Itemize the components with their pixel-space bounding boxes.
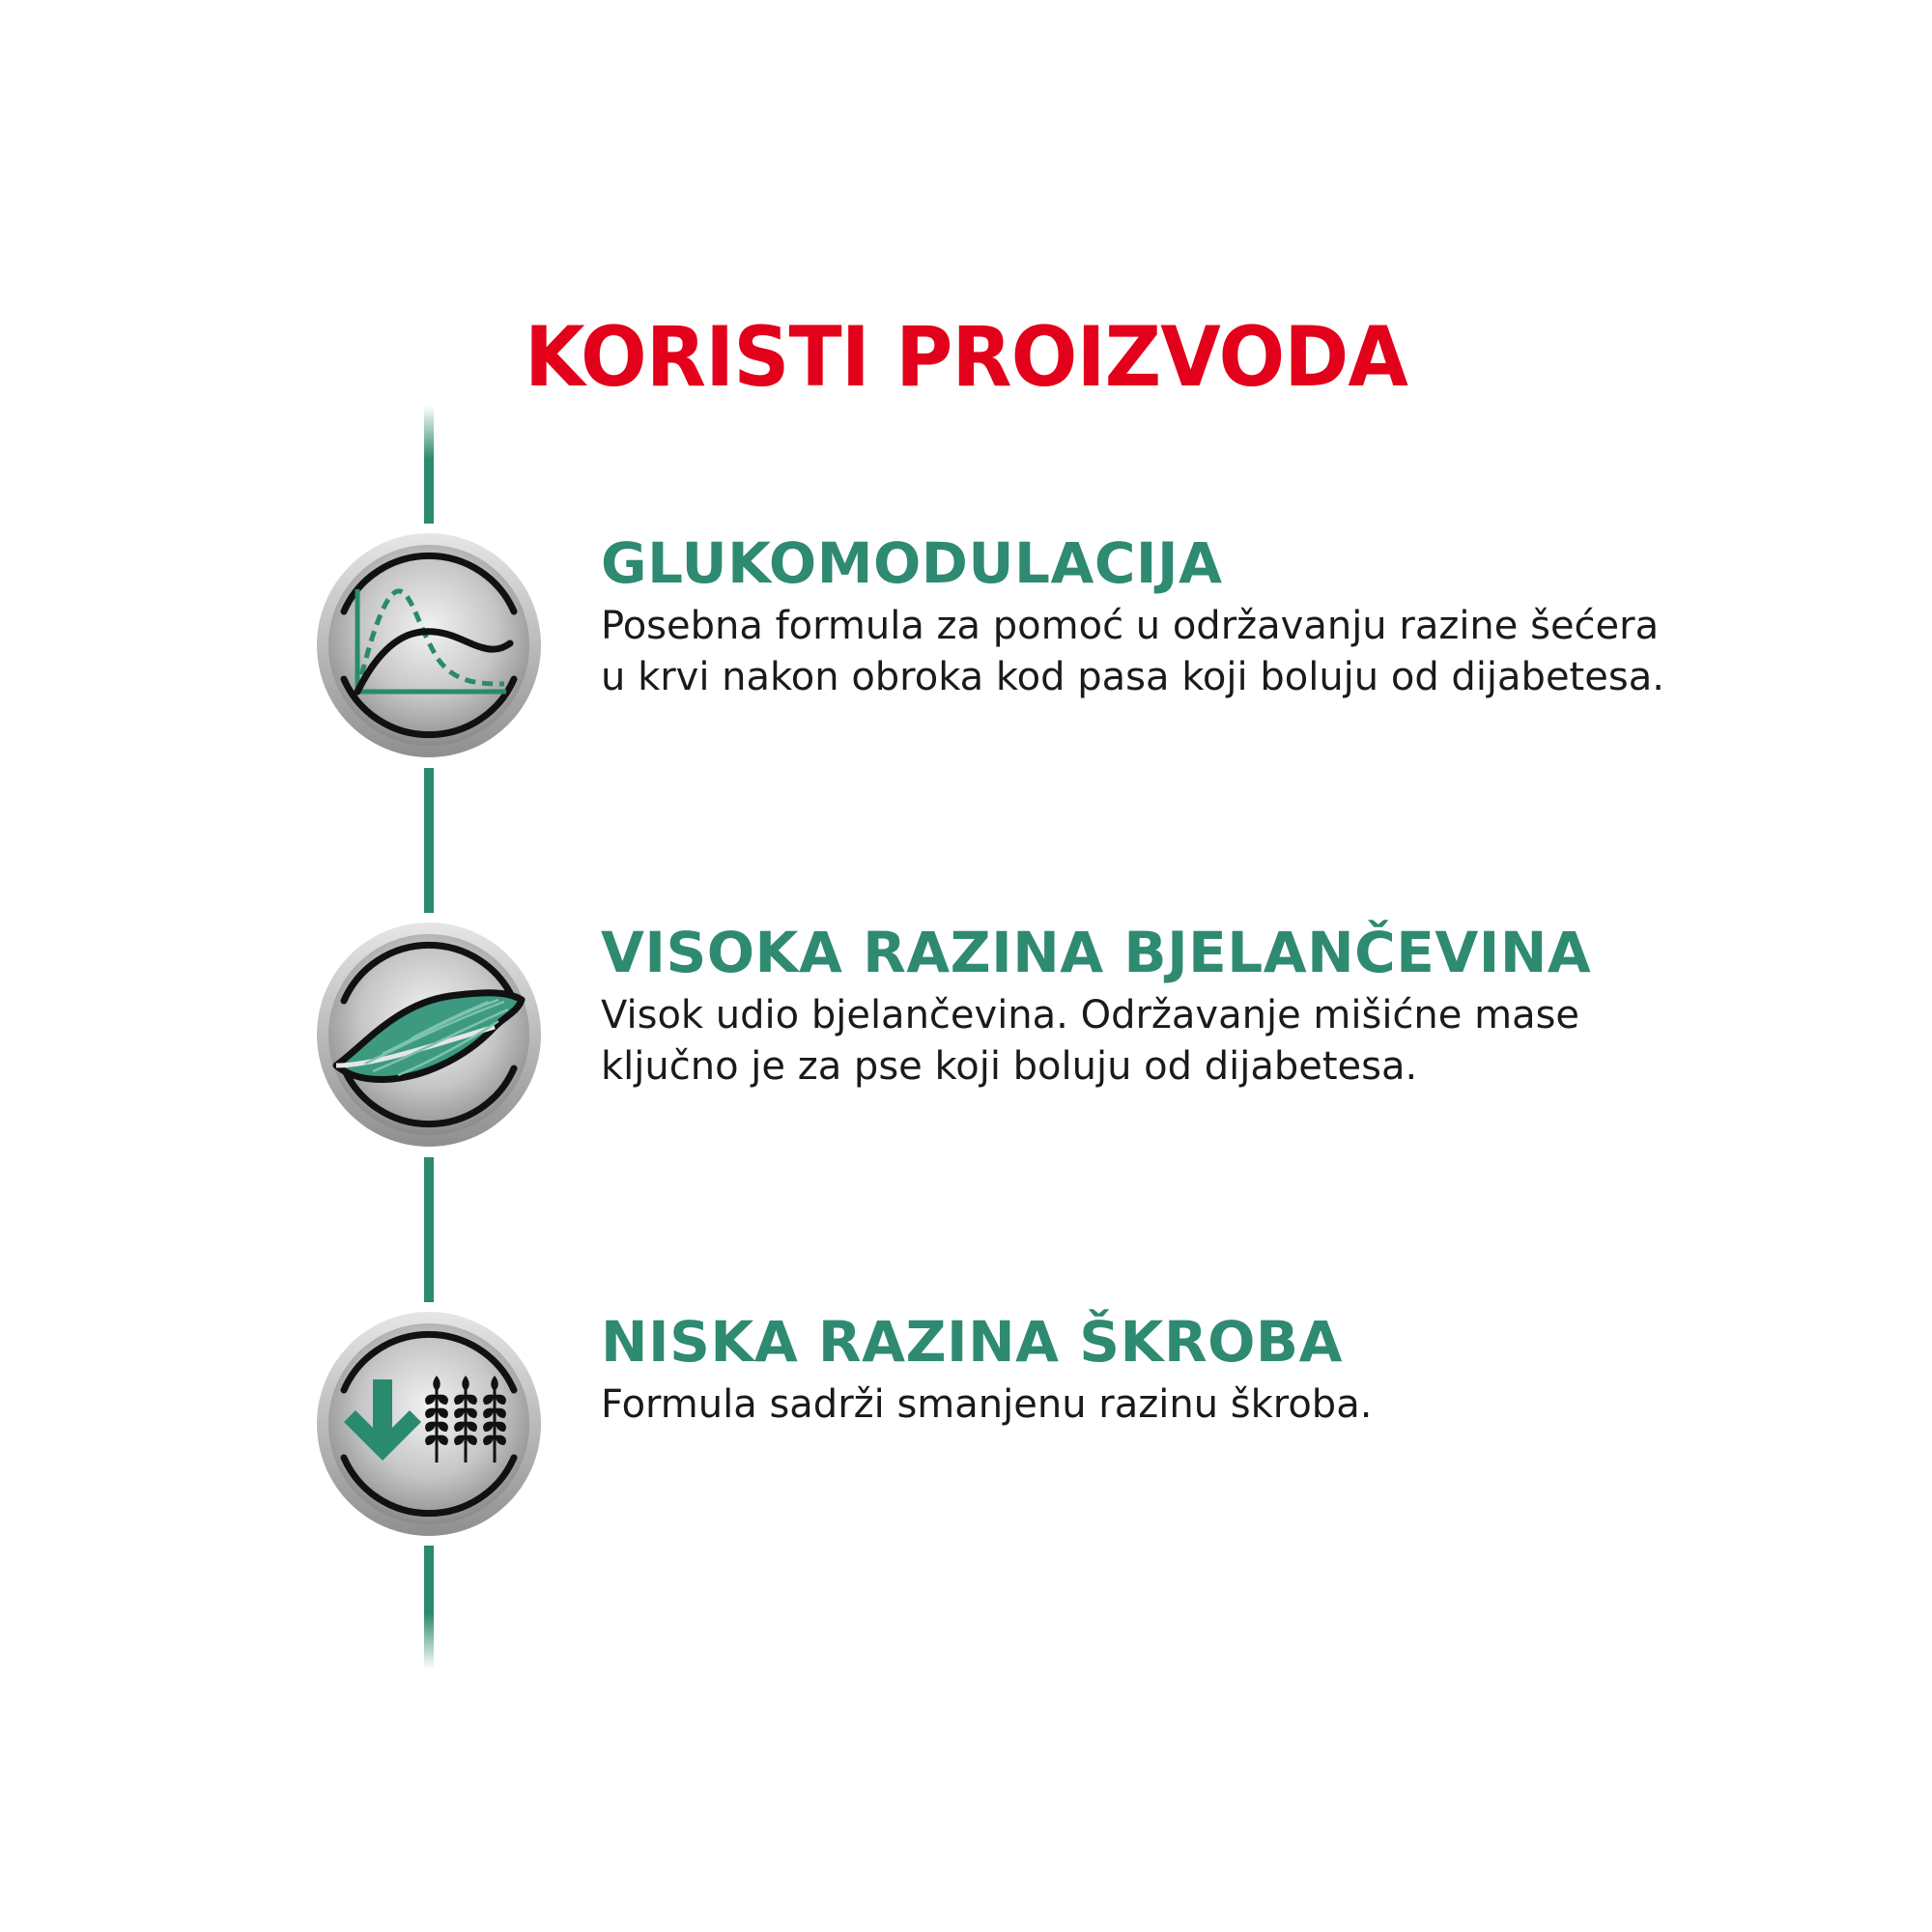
muscle-icon (315, 921, 543, 1149)
benefit-title: GLUKOMODULACIJA (601, 530, 1223, 596)
benefit-title: VISOKA RAZINA BJELANČEVINA (601, 920, 1592, 985)
benefit-description: Posebna formula za pomoć u održavanju razine šećera u krvi nakon obroka kod pasa koji boluju od dijabetesa. (601, 604, 1664, 699)
low-starch-wheat-icon (315, 1310, 543, 1538)
benefit-item (601, 919, 1683, 1093)
benefit-item (601, 529, 1683, 703)
glucose-curve-icon (315, 531, 543, 759)
benefit-item (601, 1308, 1683, 1431)
benefit-description: Formula sadrži smanjenu razinu škroba. (601, 1382, 1373, 1427)
timeline-line-segment (424, 768, 434, 913)
timeline-line-top (424, 406, 434, 524)
page-title: KORISTI PROIZVODA (524, 308, 1408, 406)
benefit-title: NISKA RAZINA ŠKROBA (601, 1309, 1344, 1375)
benefit-description: Visok udio bjelančevina. Održavanje mišićne mase ključno je za pse koji boluju od dijabetesa. (601, 993, 1580, 1089)
timeline-line-bottom (424, 1546, 434, 1669)
timeline-line-segment (424, 1157, 434, 1302)
